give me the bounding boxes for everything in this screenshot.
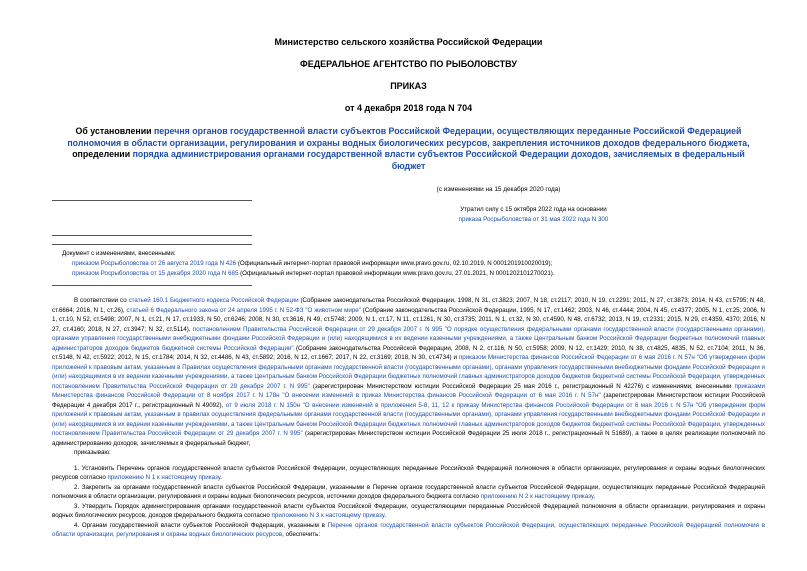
text-run: В соответствии со	[74, 297, 129, 304]
text-run: 2. Закрепить за органами государственной власти субъектов Российской Федерации, указанными в Перечне органов государственной власти субъектов Российской Федерации, осуществляющих переданные Российской Федерацией полномочия в области организации, регулирования и охраны водных биологических ресурсов, источники доходов федерального бюджета согласно	[52, 483, 765, 500]
text-run: .	[593, 493, 596, 500]
divider	[52, 200, 252, 201]
clause-3	[52, 502, 765, 521]
text-run: (зарегистрирован Министерством юстиции Российской Федерации 25 мая 2016 г., регистрационный N 42276) с изменениями, внесенными	[309, 382, 735, 390]
text-run: (Собрание законодательства Российской Федерации, 2008, N 2, ст.116, N 50, ст.5958; 2009, N 12, ст.1429; 2010, N 38, ст.4825, 4835, N 52, ст.7104; 2011, N 36, ст.5148, N 42, ст.5922; 2012, N 15, ст.1784; 2014, N 32, ст.4486, N 43, ст.5892; 2016, N 12, ст.1667; 2017, N 22, ст.3169; 2018, N 30, ст.4734) и	[52, 344, 765, 361]
list-link[interactable]: Перечне органов государственной власти субъектов Российской Федерации, осуществляющих переданные Российской Федерацией полномочия в области организации, регулирования и охраны водных биологических ресурсов	[52, 521, 765, 538]
title-link-procedure[interactable]: порядка администрирования органами государственной власти субъектов Российской Федерации доходов, зачисляемых в федеральный бюджет	[132, 149, 745, 171]
appendix-1-link[interactable]: приложению N 1 к настоящему приказу	[107, 474, 221, 481]
lost-force-block	[52, 205, 765, 225]
text-run: .	[220, 474, 222, 481]
changes-block	[52, 249, 765, 279]
minfin-amend-link[interactable]: приказами Министерства финансов Российской Федерации от 8 ноября 2017 г. N 178н "О внесении изменений в приказ Министерства финансов Российской Федерации от 6 мая 2016 г. N 57н"	[52, 382, 765, 399]
text-run: , обеспечить:	[282, 531, 321, 538]
title-link-list[interactable]: перечня органов государственной власти субъектов Российской Федерации, осуществляющих переданные Российской Федерацией полномочия в области организации, регулирования и охраны водных биологических ресурсов, закрепления источников доходов федерального бюджета,	[67, 126, 750, 148]
budget-code-link[interactable]: статьей 160.1 Бюджетного кодекса Российской Федерации	[128, 297, 299, 304]
clause-4	[52, 521, 765, 540]
government-decree-link[interactable]: постановлением Правительства Российской Федерации от 29 декабря 2007 г. N 995 "О порядке осуществления федеральными органами государственной власти (государственными органами), органами управления государственными внебюджетными фондами Российской Федерации и (или) находящимися в их ведении казенными учреждениями, а также Центральным банком Российской Федерации бюджетных полномочий главных администраторов доходов бюджетов бюджетной системы Российской Федерации"	[52, 325, 765, 352]
text-run: 3. Утвердить Порядок администрирования органами государственной власти субъектов Российской Федерации, осуществляющими переданные Российской Федерацией полномочия в области организации, регулирования и охраны водных биологических ресурсов, доходов федерального бюджета согласно	[52, 502, 765, 519]
order-word: приказываю:	[74, 449, 111, 456]
change-item-link[interactable]: приказом Росрыболовства от 15 декабря 2020 года N 685	[72, 270, 239, 277]
text-run: (зарегистрирован Министерством юстиции Российской Федерации 25 июля 2018 г., регистрационный N 51689), а также в целях реализации полномочий по администрированию доходов, зачисляемых в федеральный бюджет,	[52, 430, 765, 447]
title-middle: определении	[72, 149, 133, 159]
clause-1	[52, 464, 765, 483]
document-date: от 4 декабря 2018 года N 704	[344, 103, 473, 113]
document-type: ПРИКАЗ	[390, 81, 427, 91]
ministry-name: Министерство сельского хозяйства Российской Федерации	[274, 37, 543, 47]
change-item	[62, 269, 765, 279]
lost-force-link[interactable]: приказа Росрыболовства от 31 мая 2022 года N 300	[458, 216, 609, 223]
change-item	[62, 259, 765, 269]
divider	[52, 235, 252, 236]
document-body	[52, 296, 765, 540]
text-run: .	[384, 512, 386, 519]
text-run: (зарегистрирован Министерством юстиции Российской Федерации 4 декабря 2017 г., регистрационный N 49092),	[52, 392, 765, 409]
divider	[52, 285, 252, 286]
title-prefix: Об установлении	[75, 126, 154, 136]
appendix-3-link[interactable]: приложению N 3 к настоящему приказу	[271, 512, 385, 519]
text-run: (Собрание законодательства Российской Федерации, 1995, N 17, ст.1462; 2003, N 46, ст.4444; 2004, N 45, ст.4377; 2005, N 1, ст.25; 2006, N 1, ст.10, N 52, ст.5498; 2007, N 1, ст.21, N 17, ст.1933, N 50, ст.6246; 2008, N 30, ст.3616, N 49, ст.5748; 2009, N 1, ст.17, N 11, ст.1261, N 30, ст.3735; 2011, N 1, ст.32, N 30, ст.4590, N 48, ст.6732; 2013, N 19, ст.2331; 2015, N 29, ст.4359, 4370; 2016, N 27, ст.4160; 2018, N 27, ст.3947; N 32, ст.5114),	[52, 306, 765, 333]
changes-heading: Документ с изменениями, внесенными:	[62, 250, 176, 257]
preamble-paragraph	[52, 296, 765, 448]
lost-force-text: Утратил силу с 15 октября 2022 года на основании	[460, 206, 607, 213]
amendment-note: (с изменениями на 15 декабря 2020 года)	[436, 186, 561, 193]
animal-law-link[interactable]: статьей 6 Федерального закона от 24 апреля 1995 г. N 52-ФЗ "О животном мире"	[126, 306, 361, 314]
text-run: (Собрание законодательства Российской Федерации, 1998, N 31, ст.3823; 2007, N 18, ст.2117; 2010, N 19, ст.2291; 2011, N 27, ст.3873; 2014, N 43, ст.5795; N 48, ст.6664; 2016, N 1, ст.26),	[52, 297, 765, 314]
divider	[52, 244, 252, 245]
change-item-link[interactable]: приказом Росрыболовства от 26 августа 2019 года N 426	[72, 260, 237, 267]
minfin-order-link[interactable]: приказом Министерства финансов Российской Федерации от 6 мая 2016 г. N 57н "Об утверждении форм приложений к правовым актам, указанным в Правилах осуществления федеральными органами государственной власти (государственными органами), органами управления государственными внебюджетными фондами Российской Федерации и (или) находящимися в их ведении казенными учреждениями, а также Центральным банком Российской Федерации бюджетных полномочий главных администраторов доходов бюджетов бюджетной системы Российской Федерации, утвержденных постановлением Правительства Российской Федерации от 29 декабря 2007 г. N 995"	[52, 354, 765, 390]
change-item-text: (Официальный интернет-портал правовой информации www.pravo.gov.ru, 27.01.2021, N 0001202101270021).	[238, 270, 555, 277]
text-run: 4. Органам государственной власти субъектов Российской Федерации, указанным в	[74, 521, 328, 529]
clause-2	[52, 483, 765, 502]
document-title	[52, 126, 765, 172]
agency-name: ФЕДЕРАЛЬНОЕ АГЕНТСТВО ПО РЫБОЛОВСТВУ	[300, 59, 517, 69]
text-run: 1. Установить Перечень органов государственной власти субъектов Российской Федерации, осуществляющих переданные Российской Федерацией полномочия в области организации, регулирования и охраны водных биологических ресурсов согласно	[52, 464, 765, 481]
minfin-amend2-link[interactable]: от 9 июля 2018 г. N 150н "О внесении изменений в приложения 5-8, 11, 12 к приказу Министерства финансов Российской Федерации от 6 мая 2016 г. N 57н "Об утверждении форм приложений к правовым актам, указанным в правилах осуществления федеральными органами государственной власти (государственными органами), органами управления государственными внебюджетными фондами Российской Федерации и (или) находящимися в их ведении казенными учреждениями, а также Центральным банком Российской Федерации бюджетных полномочий главных администраторов доходов бюджетов бюджетной системы Российской Федерации, утвержденных постановлением Правительства Российской Федерации от 29 декабря 2007 г. N 995"	[52, 401, 766, 437]
change-item-text: (Официальный интернет-портал правовой информации www.pravo.gov.ru, 02.10.2019, N 0001201910020019);	[236, 260, 553, 267]
appendix-2-link[interactable]: приложению N 2 к настоящему приказу	[480, 493, 594, 500]
